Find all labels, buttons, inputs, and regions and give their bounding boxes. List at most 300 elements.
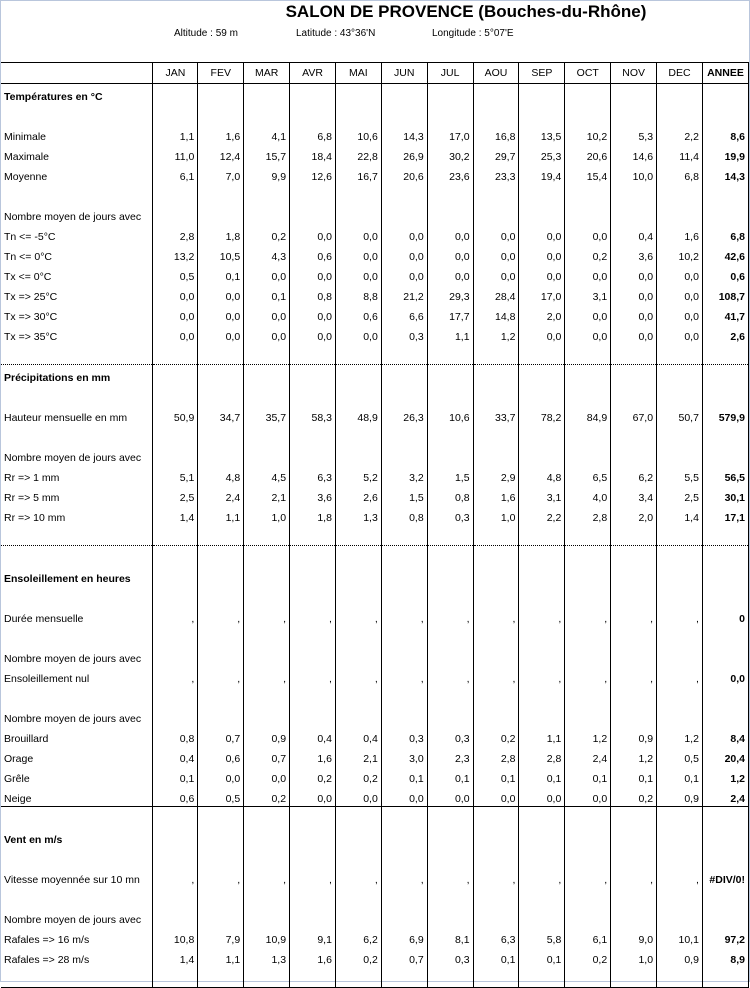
value-cell: 0,0 <box>290 786 336 807</box>
table-row <box>1 867 749 887</box>
row-label: Tx => 30°C <box>4 311 58 323</box>
annual-value-cell <box>702 827 748 847</box>
table-row <box>1 546 749 567</box>
value-cell <box>657 807 703 828</box>
value-cell: 8,8 <box>335 284 381 304</box>
value-cell: 4,5 <box>244 465 290 485</box>
value-cell: 20,6 <box>565 144 611 164</box>
value-cell: 0,0 <box>611 264 657 284</box>
value-cell: 0,0 <box>473 264 519 284</box>
value-cell: , <box>427 666 473 686</box>
value-cell <box>335 706 381 726</box>
value-cell: 18,4 <box>290 144 336 164</box>
value-cell <box>611 425 657 445</box>
value-cell: 0,0 <box>657 264 703 284</box>
value-cell: 10,0 <box>611 164 657 184</box>
annual-value-cell <box>702 204 748 224</box>
value-cell <box>198 907 244 927</box>
value-cell <box>519 184 565 204</box>
value-cell: 15,7 <box>244 144 290 164</box>
value-cell <box>427 586 473 606</box>
value-cell: , <box>611 606 657 626</box>
value-cell: , <box>611 666 657 686</box>
value-cell: , <box>153 867 198 887</box>
value-cell <box>290 967 336 988</box>
value-cell <box>427 907 473 927</box>
value-cell <box>565 686 611 706</box>
annual-value-cell <box>702 626 748 646</box>
value-cell: 0,0 <box>519 264 565 284</box>
value-cell <box>290 566 336 586</box>
value-cell <box>519 84 565 105</box>
table-row <box>1 525 749 546</box>
value-cell <box>290 586 336 606</box>
value-cell <box>153 84 198 105</box>
value-cell <box>473 425 519 445</box>
table-row <box>1 385 749 405</box>
value-cell <box>473 847 519 867</box>
value-cell: 1,4 <box>153 505 198 525</box>
value-cell <box>473 566 519 586</box>
value-cell <box>611 807 657 828</box>
value-cell <box>244 807 290 828</box>
value-cell <box>519 586 565 606</box>
value-cell <box>611 184 657 204</box>
value-cell <box>427 104 473 124</box>
value-cell: 84,9 <box>565 405 611 425</box>
column-header: DEC <box>657 63 703 84</box>
value-cell <box>473 204 519 224</box>
value-cell: , <box>153 666 198 686</box>
value-cell <box>427 887 473 907</box>
table-row <box>1 344 749 365</box>
value-cell <box>335 626 381 646</box>
value-cell <box>198 104 244 124</box>
value-cell <box>335 385 381 405</box>
table-row <box>1 465 749 485</box>
annual-value-cell: 6,8 <box>702 224 748 244</box>
value-cell <box>427 425 473 445</box>
value-cell <box>290 445 336 465</box>
climate-table <box>1 62 749 988</box>
value-cell: 33,7 <box>473 405 519 425</box>
value-cell: 0,0 <box>153 284 198 304</box>
column-header-row <box>1 63 749 84</box>
value-cell: 14,6 <box>611 144 657 164</box>
value-cell <box>381 344 427 365</box>
value-cell: , <box>427 867 473 887</box>
value-cell <box>565 706 611 726</box>
value-cell <box>290 184 336 204</box>
value-cell: 0,0 <box>519 786 565 807</box>
value-cell <box>657 907 703 927</box>
row-label: Maximale <box>4 151 49 163</box>
value-cell: 0,0 <box>198 304 244 324</box>
value-cell <box>611 626 657 646</box>
row-label: Nombre moyen de jours avec <box>4 713 142 725</box>
value-cell <box>657 425 703 445</box>
value-cell <box>198 84 244 105</box>
value-cell: 3,1 <box>519 485 565 505</box>
table-row <box>1 947 749 967</box>
value-cell <box>565 807 611 828</box>
annual-value-cell: 0 <box>702 606 748 626</box>
value-cell <box>519 706 565 726</box>
value-cell: 0,0 <box>427 224 473 244</box>
table-row <box>1 104 749 124</box>
value-cell: 5,8 <box>519 927 565 947</box>
value-cell: 1,5 <box>427 465 473 485</box>
annual-value-cell <box>702 385 748 405</box>
value-cell <box>565 344 611 365</box>
value-cell <box>381 907 427 927</box>
section-title: Ensoleillement en heures <box>4 573 131 585</box>
value-cell: 0,9 <box>657 947 703 967</box>
annual-value-cell: 97,2 <box>702 927 748 947</box>
value-cell: 16,7 <box>335 164 381 184</box>
value-cell: 2,2 <box>519 505 565 525</box>
value-cell <box>519 204 565 224</box>
column-header: SEP <box>519 63 565 84</box>
annual-value-cell <box>702 907 748 927</box>
value-cell <box>519 807 565 828</box>
value-cell <box>335 686 381 706</box>
value-cell: 6,6 <box>381 304 427 324</box>
value-cell: 30,2 <box>427 144 473 164</box>
value-cell: , <box>381 867 427 887</box>
value-cell <box>381 445 427 465</box>
value-cell <box>335 104 381 124</box>
value-cell: 0,2 <box>335 766 381 786</box>
value-cell <box>381 967 427 988</box>
value-cell <box>290 546 336 567</box>
value-cell: 8,1 <box>427 927 473 947</box>
value-cell: 3,1 <box>565 284 611 304</box>
row-label: Rr => 10 mm <box>4 512 66 524</box>
value-cell <box>198 344 244 365</box>
table-row <box>1 847 749 867</box>
row-label <box>1 344 153 365</box>
value-cell <box>473 626 519 646</box>
value-cell: 0,8 <box>381 505 427 525</box>
annual-value-cell: 56,5 <box>702 465 748 485</box>
value-cell <box>290 344 336 365</box>
section-row <box>1 365 749 386</box>
value-cell <box>565 385 611 405</box>
value-cell: , <box>381 606 427 626</box>
value-cell <box>153 525 198 546</box>
value-cell <box>381 827 427 847</box>
value-cell: 0,1 <box>381 766 427 786</box>
annual-value-cell <box>702 184 748 204</box>
value-cell <box>290 887 336 907</box>
value-cell: 0,0 <box>657 324 703 344</box>
value-cell: , <box>290 606 336 626</box>
value-cell: 2,1 <box>335 746 381 766</box>
value-cell <box>153 646 198 666</box>
table-row <box>1 807 749 828</box>
value-cell <box>473 646 519 666</box>
value-cell <box>335 445 381 465</box>
value-cell <box>473 887 519 907</box>
value-cell <box>153 385 198 405</box>
value-cell <box>427 344 473 365</box>
value-cell <box>198 425 244 445</box>
value-cell: 48,9 <box>335 405 381 425</box>
value-cell: 15,4 <box>565 164 611 184</box>
value-cell: 28,4 <box>473 284 519 304</box>
value-cell <box>153 445 198 465</box>
value-cell <box>198 686 244 706</box>
value-cell <box>381 385 427 405</box>
value-cell <box>473 184 519 204</box>
value-cell <box>611 525 657 546</box>
annual-value-cell <box>702 546 748 567</box>
row-label: Nombre moyen de jours avec <box>4 452 142 464</box>
value-cell <box>153 706 198 726</box>
value-cell: 0,7 <box>244 746 290 766</box>
value-cell: 6,2 <box>335 927 381 947</box>
value-cell <box>335 184 381 204</box>
value-cell <box>244 967 290 988</box>
table-row <box>1 425 749 445</box>
value-cell <box>381 104 427 124</box>
value-cell <box>381 626 427 646</box>
annual-value-cell <box>702 344 748 365</box>
value-cell: 13,5 <box>519 124 565 144</box>
annual-value-cell <box>702 566 748 586</box>
value-cell <box>198 967 244 988</box>
annual-value-cell <box>702 887 748 907</box>
value-cell <box>427 706 473 726</box>
annual-value-cell <box>702 104 748 124</box>
value-cell: 0,1 <box>244 284 290 304</box>
column-header: JUN <box>381 63 427 84</box>
value-cell <box>244 646 290 666</box>
value-cell <box>473 445 519 465</box>
row-label: Neige <box>4 793 32 805</box>
value-cell <box>198 847 244 867</box>
value-cell: 58,3 <box>290 405 336 425</box>
table-row <box>1 726 749 746</box>
value-cell <box>519 445 565 465</box>
table-row <box>1 766 749 786</box>
value-cell: 23,3 <box>473 164 519 184</box>
table-row <box>1 746 749 766</box>
value-cell <box>153 907 198 927</box>
value-cell: 0,0 <box>519 244 565 264</box>
value-cell <box>657 686 703 706</box>
annual-value-cell: 17,1 <box>702 505 748 525</box>
section-row <box>1 84 749 105</box>
value-cell <box>290 525 336 546</box>
value-cell: 0,0 <box>381 224 427 244</box>
value-cell: 0,6 <box>290 244 336 264</box>
value-cell: 0,3 <box>427 726 473 746</box>
value-cell <box>153 847 198 867</box>
value-cell <box>611 445 657 465</box>
value-cell <box>381 566 427 586</box>
value-cell: 3,0 <box>381 746 427 766</box>
table-row <box>1 304 749 324</box>
value-cell: 4,8 <box>198 465 244 485</box>
value-cell <box>427 646 473 666</box>
value-cell <box>198 546 244 567</box>
value-cell: 0,0 <box>565 264 611 284</box>
row-label: Vitesse moyennée sur 10 mn <box>4 874 140 886</box>
value-cell <box>427 365 473 386</box>
value-cell <box>153 365 198 386</box>
value-cell: , <box>244 666 290 686</box>
value-cell <box>290 907 336 927</box>
value-cell: 0,0 <box>519 324 565 344</box>
value-cell: 1,1 <box>198 947 244 967</box>
value-cell: 5,2 <box>335 465 381 485</box>
row-label <box>1 525 153 546</box>
value-cell <box>198 827 244 847</box>
value-cell <box>565 425 611 445</box>
value-cell <box>290 626 336 646</box>
value-cell: 0,4 <box>290 726 336 746</box>
value-cell <box>153 686 198 706</box>
value-cell: , <box>519 867 565 887</box>
value-cell: 9,9 <box>244 164 290 184</box>
row-label: Ensoleillement nul <box>4 673 90 685</box>
value-cell <box>519 827 565 847</box>
value-cell: , <box>473 867 519 887</box>
value-cell: 1,2 <box>657 726 703 746</box>
value-cell <box>153 566 198 586</box>
value-cell <box>611 686 657 706</box>
annual-value-cell: 42,6 <box>702 244 748 264</box>
value-cell: 6,9 <box>381 927 427 947</box>
value-cell <box>290 807 336 828</box>
value-cell <box>611 827 657 847</box>
value-cell <box>565 184 611 204</box>
value-cell: 0,0 <box>427 264 473 284</box>
annual-value-cell: 8,9 <box>702 947 748 967</box>
value-cell: 12,6 <box>290 164 336 184</box>
value-cell: 0,9 <box>657 786 703 807</box>
value-cell: 0,0 <box>519 224 565 244</box>
value-cell <box>198 887 244 907</box>
value-cell: 2,5 <box>153 485 198 505</box>
value-cell <box>427 204 473 224</box>
row-label <box>1 807 153 828</box>
value-cell <box>381 365 427 386</box>
value-cell: 10,2 <box>657 244 703 264</box>
value-cell: 1,4 <box>153 947 198 967</box>
value-cell <box>657 445 703 465</box>
value-cell: 0,7 <box>198 726 244 746</box>
value-cell <box>335 646 381 666</box>
value-cell <box>244 706 290 726</box>
value-cell: 0,0 <box>290 304 336 324</box>
row-label: Hauteur mensuelle en mm <box>4 412 128 424</box>
value-cell: 0,0 <box>244 304 290 324</box>
value-cell <box>611 586 657 606</box>
value-cell: 0,1 <box>198 264 244 284</box>
value-cell <box>611 887 657 907</box>
value-cell: 2,3 <box>427 746 473 766</box>
value-cell <box>290 827 336 847</box>
value-cell: 17,0 <box>519 284 565 304</box>
value-cell: 0,7 <box>381 947 427 967</box>
value-cell <box>335 887 381 907</box>
value-cell: 1,3 <box>244 947 290 967</box>
value-cell <box>335 807 381 828</box>
section-title: Températures en °C <box>4 91 103 103</box>
value-cell: , <box>290 666 336 686</box>
value-cell: 0,0 <box>153 304 198 324</box>
value-cell: 0,6 <box>335 304 381 324</box>
value-cell: 0,3 <box>381 324 427 344</box>
value-cell: 19,4 <box>519 164 565 184</box>
value-cell: 26,3 <box>381 405 427 425</box>
value-cell <box>244 847 290 867</box>
annual-value-cell: 8,4 <box>702 726 748 746</box>
value-cell <box>335 365 381 386</box>
value-cell: 26,9 <box>381 144 427 164</box>
value-cell <box>473 706 519 726</box>
value-cell <box>657 967 703 988</box>
table-row <box>1 586 749 606</box>
value-cell <box>611 967 657 988</box>
value-cell <box>335 967 381 988</box>
value-cell <box>657 204 703 224</box>
value-cell <box>473 365 519 386</box>
value-cell: 1,6 <box>290 746 336 766</box>
value-cell <box>657 546 703 567</box>
row-label <box>1 586 153 606</box>
value-cell: 0,1 <box>153 766 198 786</box>
value-cell: 16,8 <box>473 124 519 144</box>
value-cell: 12,4 <box>198 144 244 164</box>
value-cell <box>335 546 381 567</box>
value-cell: 1,1 <box>198 505 244 525</box>
value-cell: 5,3 <box>611 124 657 144</box>
column-header: JUL <box>427 63 473 84</box>
value-cell <box>565 84 611 105</box>
value-cell <box>290 646 336 666</box>
column-header: FEV <box>198 63 244 84</box>
value-cell: , <box>335 867 381 887</box>
value-cell: 2,5 <box>657 485 703 505</box>
table-row <box>1 284 749 304</box>
value-cell <box>381 84 427 105</box>
value-cell <box>153 546 198 567</box>
value-cell <box>565 104 611 124</box>
value-cell <box>381 586 427 606</box>
value-cell <box>153 184 198 204</box>
column-header: MAI <box>335 63 381 84</box>
value-cell: 2,8 <box>153 224 198 244</box>
value-cell: 0,2 <box>335 947 381 967</box>
value-cell <box>427 686 473 706</box>
value-cell: 10,6 <box>335 124 381 144</box>
value-cell: , <box>244 606 290 626</box>
annual-value-cell: 30,1 <box>702 485 748 505</box>
value-cell: , <box>657 666 703 686</box>
value-cell <box>198 385 244 405</box>
value-cell: 0,8 <box>290 284 336 304</box>
value-cell: 0,5 <box>198 786 244 807</box>
annual-value-cell: 1,2 <box>702 766 748 786</box>
value-cell: 0,0 <box>611 284 657 304</box>
value-cell: 2,8 <box>473 746 519 766</box>
value-cell <box>473 586 519 606</box>
value-cell: 6,5 <box>565 465 611 485</box>
